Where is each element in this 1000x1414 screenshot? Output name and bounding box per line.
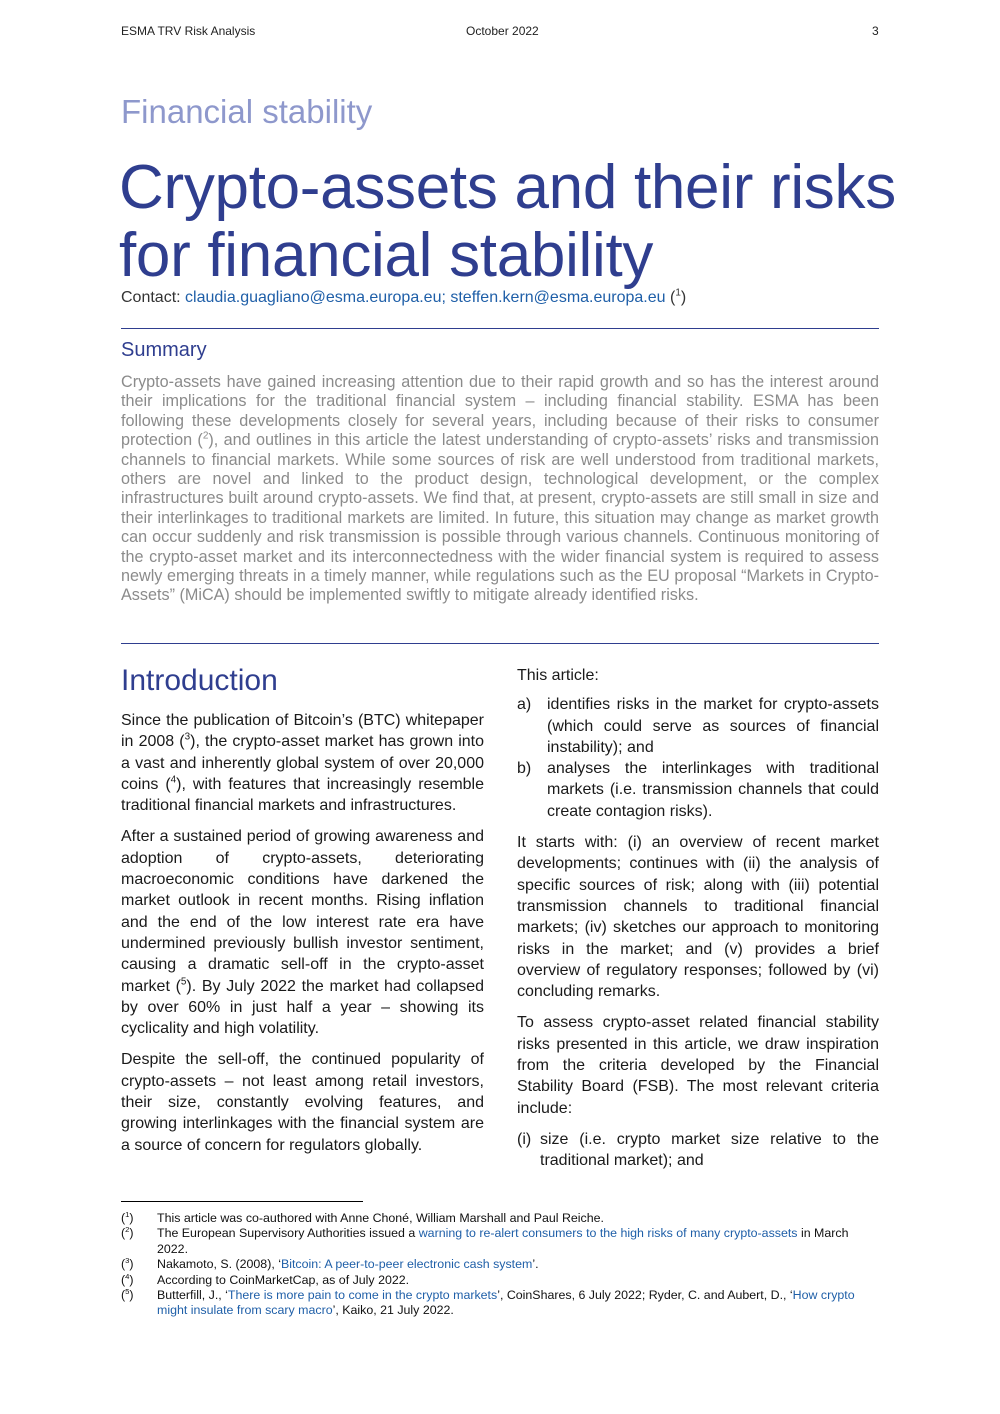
list-marker: a) [517, 696, 532, 714]
divider-bottom [121, 643, 879, 644]
footnote-number: ($^4$) [121, 1271, 134, 1287]
contact-footnote-ref: 1 [675, 287, 681, 299]
summary-text [121, 373, 879, 606]
footnote-2 [121, 1226, 879, 1257]
divider-top [121, 328, 879, 329]
list-marker: (i) [517, 1130, 532, 1148]
criteria-list [517, 1129, 879, 1172]
summary-text-part2: ), and outlines in this article the latest understanding of crypto-assets’ risks and transmission channels to financial markets. While some sources of risk are well understood from traditional markets, others are novel and linked to the product design, technological development, or the complex infrastructures built around crypto-assets. We find that, at present, crypto-assets are still small in size and their interlinkages to traditional markets are limited. In future, this situation may change as market growth can occur suddenly and risk transmission is possible through various channels. Continuous monitoring of the crypto-asset market and its interconnectedness with the wider financial system is required to assess newly emerging threats in a timely manner, while regulations such as the EU proposal “Markets in Crypto-Assets” (MiCA) should be implemented swiftly to mitigate already identified risks. [121, 431, 879, 605]
criteria-paragraph: To assess crypto-asset related financial stability risks presented in this article, we draw inspiration from the criteria developed by the Financial Stability Board (FSB). The most relevant criteria include: [517, 1014, 879, 1117]
intro-paragraph-2 [121, 826, 484, 1039]
list-item-text: analyses the interlinkages with traditional markets (i.e. transmission channels that could create contagion risks). [547, 760, 879, 820]
summary-heading: Summary [121, 339, 207, 361]
fn2-pre: The European Supervisory Authorities issued a [157, 1226, 419, 1241]
fn5-post: ’, Kaiko, 21 July 2022. [332, 1303, 454, 1318]
summary-footnote-ref: 2 [202, 430, 209, 442]
summary-text-part1: Crypto-assets have gained increasing attention due to their rapid growth and so has the interest around their implications for the traditional financial system – including financial stability. ESMA has been following these developments closely for several years, including because of their risks to consumer protection ( [121, 373, 879, 450]
running-header-date: October 2022 [466, 24, 539, 38]
list-marker: b) [517, 760, 532, 778]
footnote-3 [121, 1257, 879, 1272]
footnote-text: This article was co-authored with Anne Choné, William Marshall and Paul Reiche. [157, 1211, 604, 1225]
footnote-text: According to CoinMarketCap, as of July 2022. [157, 1272, 410, 1287]
esa-warning-link[interactable]: warning to re-alert consumers to the high risks of many crypto-assets [418, 1226, 798, 1241]
intro-p1-c: ), with features that increasingly resemble traditional financial markets and infrastructures. [121, 775, 485, 815]
footnote-text [157, 1226, 879, 1257]
footnotes [121, 1211, 879, 1319]
list-item-text: identifies risks in the market for crypto-assets (which could serve as sources of financial instability); and [547, 696, 879, 756]
footnote-number: ($^3$) [121, 1256, 134, 1272]
running-header-title: ESMA TRV Risk Analysis [121, 24, 256, 38]
footnote-num-4: 4 [125, 1271, 130, 1281]
footnote-separator [121, 1201, 363, 1202]
right-column [517, 665, 879, 1182]
footnote-ref-3: 3 [184, 731, 191, 743]
contact-line [121, 289, 686, 307]
contact-emails-link[interactable]: claudia.guagliano@esma.europa.eu; steffen.kern@esma.europa.eu [185, 289, 666, 306]
kaiko-article-link[interactable]: How crypto might insulate from scary macro [157, 1288, 855, 1318]
footnote-5 [121, 1288, 879, 1319]
footnote-text [157, 1257, 879, 1272]
left-column [121, 710, 484, 1166]
list-item-text: size (i.e. crypto market size relative to the traditional market); and [540, 1130, 879, 1170]
footnote-ref-5: 5 [180, 976, 187, 988]
intro-paragraph-3: Despite the sell-off, the continued popularity of crypto-assets – not least among retail investors, their size, constantly evolving features, and growing interlinkages with the financial system are a source of concern for regulators globally. [121, 1051, 484, 1154]
introduction-heading: Introduction [121, 664, 278, 697]
list-item [517, 694, 879, 758]
article-aims-list [517, 694, 879, 822]
article-lead: This article: [517, 667, 599, 684]
intro-p1-b: ), the crypto-asset market has grown into a vast and inherently global system of over 20,000 coins ( [121, 733, 484, 793]
fn5-mid: ’, CoinShares, 6 July 2022; Ryder, C. and Aubert, D., ‘ [497, 1288, 793, 1303]
section-label: Financial stability [121, 93, 373, 130]
intro-p2-a: After a sustained period of growing awareness and adoption of crypto-assets, deteriorating macroeconomic conditions have darkened the market outlook in recent months. Rising inflation and the end of the low interest rate era have undermined previously bullish investor sentiment, causing a dramatic sell-off in the crypto-asset market ( [121, 828, 484, 995]
footnote-num-5: 5 [125, 1286, 130, 1296]
page-number: 3 [872, 24, 879, 38]
footnote-1 [121, 1211, 879, 1226]
footnote-num-2: 2 [125, 1225, 130, 1235]
footnote-num-3: 3 [125, 1256, 130, 1266]
fn3-pre: Nakamoto, S. (2008), ‘ [157, 1257, 281, 1272]
intro-p2-b: ). By July 2022 the market had collapsed by over 60% in just half a year – showing its cyclicality and high volatility. [121, 977, 485, 1038]
footnote-ref-4: 4 [170, 774, 177, 786]
footnote-4 [121, 1273, 879, 1288]
list-item [517, 758, 879, 822]
contact-label: Contact: [121, 289, 181, 306]
list-item [517, 1129, 879, 1172]
contact-footnote-open: ( [670, 289, 676, 306]
bitcoin-whitepaper-link[interactable]: Bitcoin: A peer-to-peer electronic cash system [280, 1257, 533, 1272]
footnote-text [157, 1288, 879, 1319]
footnote-number: ($^2$) [121, 1225, 134, 1241]
intro-p1-a: Since the publication of Bitcoin’s (BTC) whitepaper in 2008 ( [121, 712, 484, 751]
footnote-number: ($^5$) [121, 1286, 134, 1303]
intro-paragraph-1 [121, 710, 484, 816]
fn3-post: ’. [532, 1257, 539, 1272]
fn2-post: in March 2022. [157, 1226, 849, 1256]
article-title [119, 154, 919, 290]
fn5-pre: Butterfill, J., ‘ [157, 1288, 228, 1303]
structure-paragraph: It starts with: (i) an overview of recent market developments; continues with (ii) the analysis of specific sources of risk; along with (iii) potential transmission channels to traditional financial markets; (iv) sketches our approach to monitoring risks in the market; and (v) provides a brief overview of regulatory responses; followed by (vi) concluding remarks. [517, 834, 879, 1001]
footnote-number: ($^1$) [121, 1209, 134, 1225]
contact-footnote-close: ) [680, 289, 687, 306]
footnote-num-1: 1 [125, 1209, 130, 1219]
article-title-line1: Crypto-assets and their risks [119, 153, 896, 222]
coinshares-article-link[interactable]: There is more pain to come in the crypto markets [227, 1288, 498, 1303]
article-title-line2: for financial stability [119, 221, 654, 290]
